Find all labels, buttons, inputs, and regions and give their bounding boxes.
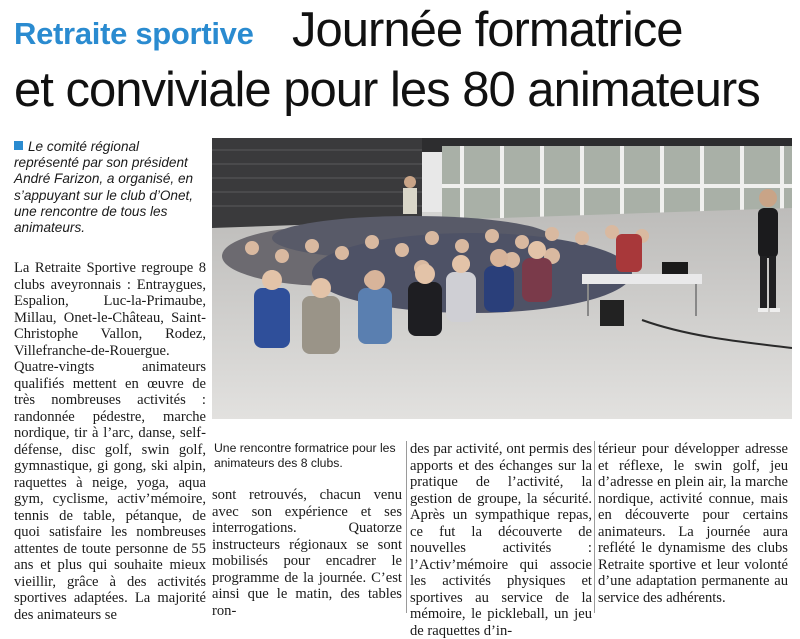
article-column-2: sont retrouvés, chacun venu avec son expérience et ses interrogations. Quatorze instructeurs régionaux se sont mobilisés pour encadrer le programme de la journée. C’est ainsi que le matin, des tables ron-: [212, 487, 402, 619]
standfirst: [14, 139, 204, 236]
photo-caption: Une rencontre formatrice pour les animateurs des 8 clubs.: [214, 441, 396, 470]
column-divider: [594, 441, 595, 613]
photo-illustration: [212, 138, 792, 419]
article-photo: [212, 138, 792, 419]
article-column-1: La Retraite Sportive regroupe 8 clubs aveyronnais : Entraygues, Espalion, Luc-la-Primaube, Millau, Onet-le-Château, Saint-Christophe Vallon, Rodez, Villefranche-de-Rouergue. Quatre-vingts animateurs qualifiés mettent en œuvre de très nombreuses activités : randonnée pédestre, marche nordique, tir à l’arc, danse, self-défense, disc golf, swin golf, gymnastique, gi gong, ski alpin, raquettes à neige, yoga, aqua gym, cyclisme, activ’mémoire, tennis de table, pétanque, de quoi satisfaire les nombreuses attentes de toute personne de 55 ans et plus qui souhaite mieux vieillir, grâce à des activités sportives adaptées. La majorité des animateurs se: [14, 260, 206, 623]
headline-line-2: et conviviale pour les 80 animateurs: [14, 63, 760, 117]
column-divider: [406, 441, 407, 613]
article-column-4: térieur pour développer adresse et réflexe, le swin golf, jeu d’adresse en plein air, la marche nordique, activité connue, mais en découverte pour certains animateurs. La journée aura reflété le dynamisme des clubs Retraite sportive et leur volonté d’une adaptation permanente au service des adhérents.: [598, 441, 788, 606]
headline-line-1: Journée formatrice: [292, 3, 683, 57]
section-kicker: Retraite sportive: [14, 16, 254, 51]
article-column-3: des par activité, ont permis des apports et des échanges sur la pratique de l’activité, la gestion de groupe, la sécurité. Après un sympathique repas, ce fut la découverte de nouvelles activités : l’Activ’mémoire qui associe les activités physiques et sportives au service de la mémoire, le pickleball, un jeu de raquettes d’in-: [410, 441, 592, 639]
standfirst-text: Le comité régional représenté par son président André Farizon, a organisé, en s’appuyant sur le club d’Onet, une rencontre de tous les animateurs.: [14, 139, 194, 236]
blue-square-bullet-icon: [14, 141, 23, 150]
